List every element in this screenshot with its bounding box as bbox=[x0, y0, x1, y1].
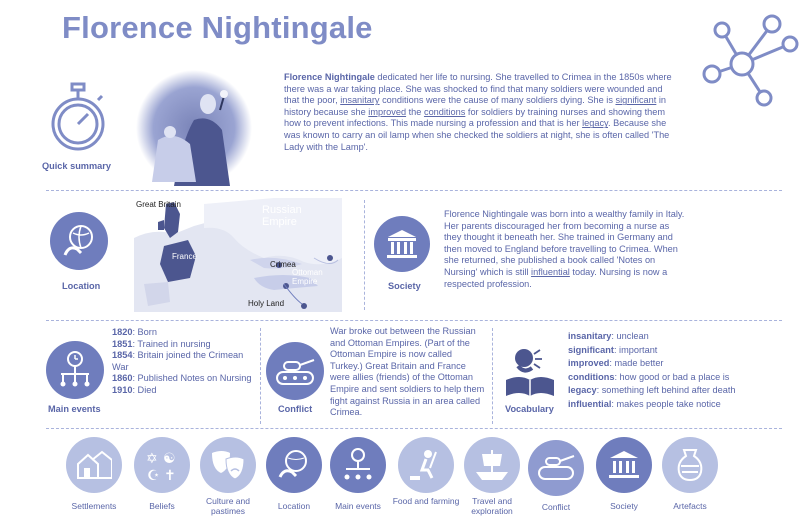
summary-paragraph bbox=[284, 72, 676, 153]
event-item: 1820: Born bbox=[112, 327, 157, 337]
event-item: 1860: Published Notes on Nursing bbox=[112, 373, 252, 384]
vase-icon bbox=[675, 448, 705, 482]
vocabulary-list bbox=[568, 330, 778, 412]
summary-text-6: . Because she was known to carry an oil lamp when she checked the soldiers at night, she is often called 'The Lady with the Lamp'. bbox=[284, 118, 670, 152]
theme-culture[interactable] bbox=[200, 437, 256, 493]
quick-summary-label: Quick summary bbox=[42, 161, 111, 171]
event-item: 1910: Died bbox=[112, 384, 157, 395]
theme-main-events[interactable] bbox=[330, 437, 386, 493]
vocab-item: insanitary: unclean bbox=[568, 331, 649, 341]
stopwatch-icon bbox=[46, 80, 110, 156]
map-label-holy-land: Holy Land bbox=[248, 299, 285, 308]
theme-label: Location bbox=[277, 501, 311, 511]
map-label-great-britain: Great Britain bbox=[136, 200, 181, 209]
theme-label: Beliefs bbox=[149, 501, 175, 511]
theme-label: Culture and pastimes bbox=[206, 496, 250, 516]
theme-society[interactable] bbox=[596, 437, 652, 493]
svg-text:☯: ☯ bbox=[163, 451, 176, 467]
summary-word-conditions: conditions bbox=[423, 106, 466, 117]
tank-icon bbox=[536, 452, 576, 484]
summary-word-improved: improved bbox=[368, 106, 407, 117]
timeline-icon bbox=[340, 447, 376, 483]
map-label-ottoman-empire: Ottoman Empire bbox=[292, 268, 323, 286]
main-events-label: Main events bbox=[48, 404, 101, 414]
portrait-image bbox=[134, 70, 254, 188]
society-label: Society bbox=[388, 281, 421, 291]
vocab-item: influential: makes people take notice bbox=[568, 398, 721, 409]
ship-icon bbox=[474, 448, 510, 482]
summary-text-5: for soldiers by training nurses and showing them how to prevent infections. This made nursing a profession and that is her bbox=[284, 106, 666, 129]
timeline-icon bbox=[55, 350, 95, 390]
map-label-france: France bbox=[172, 252, 197, 261]
summary-text-2: conditions were the cause of many soldiers dying. She is bbox=[379, 95, 616, 106]
divider bbox=[492, 328, 493, 424]
tank-icon bbox=[274, 354, 316, 388]
temple-icon bbox=[607, 449, 641, 481]
map-label-crimea: Crimea bbox=[270, 260, 296, 269]
vocab-item: legacy: something left behind after death bbox=[568, 385, 736, 396]
main-events-circle bbox=[46, 341, 104, 399]
theme-settlements[interactable] bbox=[66, 437, 122, 493]
summary-name: Florence Nightingale bbox=[284, 72, 375, 82]
theme-label: Artefacts bbox=[673, 501, 707, 511]
theme-conflict[interactable] bbox=[528, 440, 584, 496]
svg-text:☪: ☪ bbox=[147, 468, 160, 482]
farmer-icon bbox=[408, 448, 444, 482]
location-label: Location bbox=[62, 281, 101, 291]
theme-location[interactable] bbox=[266, 437, 322, 493]
divider bbox=[46, 320, 782, 321]
events-list bbox=[112, 327, 258, 397]
theatre-masks-icon bbox=[210, 449, 246, 481]
summary-text-3: in history because she bbox=[284, 95, 667, 117]
theme-label: Travel and exploration bbox=[471, 496, 513, 516]
event-item: 1854: Britain joined the Crimean War bbox=[112, 350, 244, 372]
divider bbox=[46, 190, 782, 191]
conflict-circle bbox=[266, 342, 324, 400]
reading-head-icon bbox=[500, 346, 560, 400]
conflict-paragraph: War broke out between the Russian and Ottoman Empires. (Part of the Ottoman Empire is now called Turkey.) Great Britain and France were allies (friends) of the Ottoman Empire and sent soldiers to help them fight against Russia in an area called Crimea. bbox=[330, 326, 485, 418]
theme-label: Main events bbox=[335, 501, 381, 511]
divider bbox=[260, 328, 261, 424]
summary-text-1: dedicated her life to nursing. She travelled to Crimea in the 1850s where there was a war taking place. She was shocked to find that many soldiers were wounded and that the poor, bbox=[284, 72, 672, 106]
theme-label: Food and farming bbox=[392, 496, 460, 506]
vocabulary-label: Vocabulary bbox=[505, 404, 554, 414]
divider bbox=[46, 428, 782, 429]
theme-artefacts[interactable] bbox=[662, 437, 718, 493]
society-text-2: today. Nursing is now a respected profession. bbox=[444, 266, 668, 289]
svg-text:✡: ✡ bbox=[146, 451, 158, 467]
society-circle bbox=[374, 216, 430, 272]
globe-hand-icon bbox=[59, 221, 99, 261]
summary-word-insanitary: insanitary bbox=[340, 95, 380, 106]
page-title: Florence Nightingale bbox=[62, 10, 373, 45]
theme-label: Conflict bbox=[541, 502, 571, 512]
map-label-russian-empire: Russian Empire bbox=[262, 204, 302, 228]
network-icon bbox=[698, 10, 804, 112]
theme-beliefs[interactable] bbox=[134, 437, 190, 493]
religious-symbols-icon bbox=[144, 448, 180, 482]
vocab-item: improved: made better bbox=[568, 358, 664, 369]
theme-travel[interactable] bbox=[464, 437, 520, 493]
conflict-label: Conflict bbox=[278, 404, 313, 414]
theme-label: Society bbox=[610, 501, 638, 511]
society-word-influential: influential bbox=[531, 266, 570, 277]
summary-word-significant: significant bbox=[615, 95, 657, 106]
temple-icon bbox=[384, 227, 420, 261]
vocab-item: significant: important bbox=[568, 344, 658, 355]
vocab-item: conditions: how good or bad a place is bbox=[568, 371, 730, 382]
society-text-1: Florence Nightingale was born into a wealthy family in Italy. Her parents discouraged her from becoming a nurse as they thought it beneath her. She trained in Germany and then moved to England before travelling to Crimea. When she returned, she published a book called 'Notes on Nursing' which is still bbox=[444, 209, 685, 277]
divider bbox=[364, 200, 365, 310]
theme-food-farming[interactable] bbox=[398, 437, 454, 493]
summary-text-4: the bbox=[406, 106, 424, 117]
event-item: 1851: Trained in nursing bbox=[112, 338, 211, 349]
summary-word-legacy: legacy bbox=[582, 118, 608, 129]
globe-hand-icon bbox=[276, 447, 312, 483]
houses-icon bbox=[76, 450, 112, 480]
society-paragraph bbox=[444, 209, 688, 290]
location-circle bbox=[50, 212, 108, 270]
theme-label: Settlements bbox=[71, 501, 117, 511]
svg-text:✝: ✝ bbox=[164, 468, 176, 482]
